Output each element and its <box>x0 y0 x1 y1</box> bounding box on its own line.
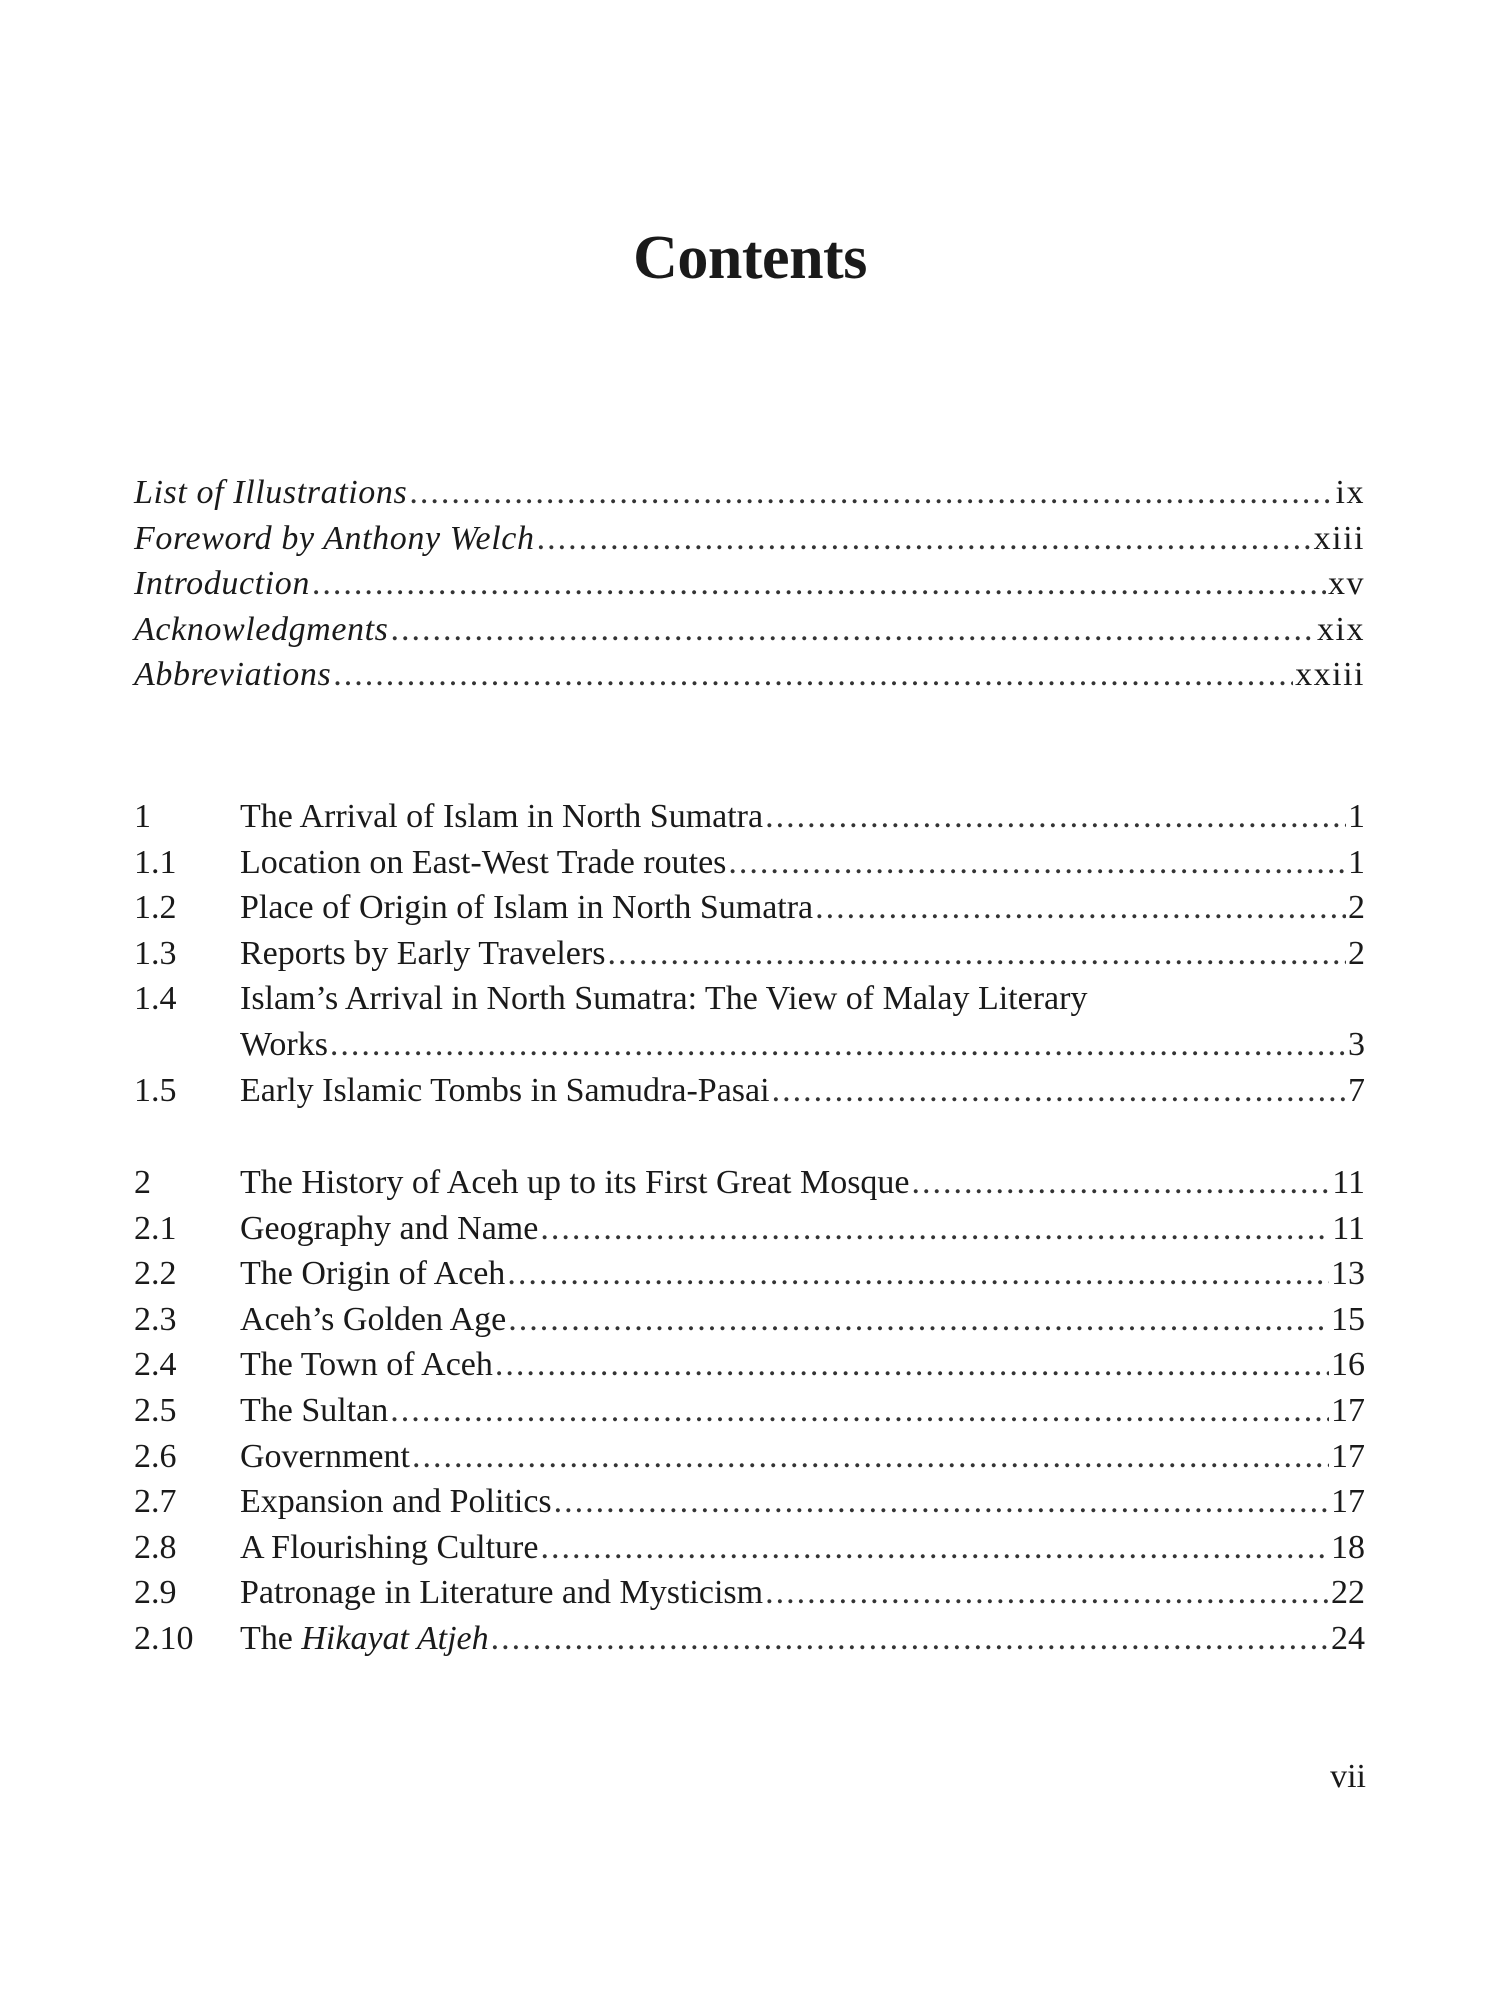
entry-number: 2.10 <box>134 1619 194 1657</box>
toc-entry[interactable] <box>134 1206 1365 1252</box>
entry-title: Abbreviations <box>134 656 332 694</box>
dot-leader <box>554 1479 1329 1525</box>
dot-leader <box>495 1342 1329 1388</box>
toc-entry[interactable] <box>134 1570 1365 1616</box>
entry-page: 15 <box>1331 1300 1365 1338</box>
entry-page: 17 <box>1331 1483 1365 1521</box>
entry-title: The Sultan <box>240 1391 389 1429</box>
entry-title: The Town of Aceh <box>240 1346 493 1384</box>
entry-number: 2.3 <box>134 1300 177 1338</box>
page-number: vii <box>1330 1758 1366 1795</box>
dot-leader <box>537 516 1312 562</box>
entry-number: 1.5 <box>134 1071 177 1109</box>
entry-title: Islam’s Arrival in North Sumatra: The View of Malay Literary <box>240 980 1088 1018</box>
dot-leader <box>540 1525 1329 1571</box>
dot-leader <box>815 885 1346 931</box>
toc-entry[interactable] <box>134 1342 1365 1388</box>
entry-page: 24 <box>1331 1619 1365 1657</box>
entry-title: Early Islamic Tombs in Samudra-Pasai <box>240 1071 770 1109</box>
entry-title: List of Illustrations <box>134 474 408 511</box>
entry-title: Place of Origin of Islam in North Sumatra <box>240 889 814 927</box>
entry-number: 1 <box>134 798 151 835</box>
entry-title: Acknowledgments <box>134 610 389 648</box>
entry-page: 3 <box>1348 1025 1365 1063</box>
entry-number: 1.2 <box>134 889 177 927</box>
toc-entry[interactable] <box>134 885 1365 931</box>
toc-entry[interactable] <box>134 1479 1365 1525</box>
entry-title: The History of Aceh up to its First Great Mosque <box>240 1164 910 1201</box>
dot-leader <box>765 794 1346 840</box>
entry-title: A Flourishing Culture <box>240 1528 539 1566</box>
entry-page: 17 <box>1331 1437 1365 1475</box>
entry-page: 2 <box>1348 934 1365 972</box>
entry-page: 2 <box>1348 889 1365 927</box>
entry-number: 1.1 <box>134 843 177 881</box>
entry-title: Introduction <box>134 565 310 603</box>
toc-entry[interactable] <box>134 976 1365 1022</box>
entry-number: 2.9 <box>134 1574 177 1612</box>
entry-number: 1.3 <box>134 934 177 972</box>
dot-leader <box>312 561 1326 607</box>
entry-title: Aceh’s Golden Age <box>240 1300 507 1338</box>
dot-leader <box>491 1616 1329 1662</box>
toc-entry[interactable] <box>134 1616 1365 1662</box>
dot-leader <box>607 931 1346 977</box>
entry-page: xxiii <box>1295 656 1365 694</box>
entry-page: 16 <box>1331 1346 1365 1384</box>
entry-number: 1.4 <box>134 980 177 1018</box>
chapter-2-list <box>134 1160 1365 1662</box>
entry-page: 1 <box>1348 798 1365 835</box>
entry-title-italic: Hikayat Atjeh <box>301 1619 489 1657</box>
entry-number: 2.7 <box>134 1483 177 1521</box>
entry-page: 11 <box>1332 1209 1365 1247</box>
toc-entry[interactable] <box>134 1388 1365 1434</box>
toc-entry[interactable] <box>134 1251 1365 1297</box>
entry-title: Expansion and Politics <box>240 1483 552 1521</box>
toc-entry[interactable] <box>134 1068 1365 1114</box>
entry-number: 2.4 <box>134 1346 177 1384</box>
entry-title: Reports by Early Travelers <box>240 934 606 972</box>
entry-page: xv <box>1328 565 1365 603</box>
entry-page: 1 <box>1348 843 1365 881</box>
toc-entry[interactable] <box>134 1297 1365 1343</box>
toc-entry-continuation[interactable] <box>134 1022 1365 1068</box>
entry-number: 2.8 <box>134 1528 177 1566</box>
dot-leader <box>333 652 1293 698</box>
entry-title-prefix: The <box>240 1619 302 1657</box>
entry-title: The Arrival of Islam in North Sumatra <box>240 798 764 835</box>
entry-page: 13 <box>1331 1255 1365 1293</box>
dot-leader <box>772 1068 1346 1114</box>
toc-entry[interactable] <box>134 470 1365 516</box>
dot-leader <box>728 840 1346 886</box>
toc-entry-chapter[interactable] <box>134 1160 1365 1206</box>
toc-entry[interactable] <box>134 1434 1365 1480</box>
dot-leader <box>409 470 1333 516</box>
dot-leader <box>508 1297 1329 1343</box>
front-matter-list <box>134 470 1365 698</box>
entry-page: 17 <box>1331 1391 1365 1429</box>
dot-leader <box>390 1388 1329 1434</box>
entry-page: xix <box>1317 610 1365 648</box>
entry-page: xiii <box>1313 519 1365 557</box>
entry-number: 2 <box>134 1164 151 1201</box>
entry-title: The Origin of Aceh <box>240 1255 506 1293</box>
entry-page: ix <box>1335 474 1365 511</box>
dot-leader <box>391 607 1316 653</box>
dot-leader <box>330 1022 1346 1068</box>
toc-entry[interactable] <box>134 931 1365 977</box>
toc-entry[interactable] <box>134 561 1365 607</box>
entry-title: Foreword by Anthony Welch <box>134 519 535 557</box>
entry-number: 2.5 <box>134 1391 177 1429</box>
entry-page: 11 <box>1332 1164 1365 1201</box>
entry-page: 18 <box>1331 1528 1365 1566</box>
toc-entry[interactable] <box>134 607 1365 653</box>
dot-leader <box>765 1570 1329 1616</box>
chapter-1-list <box>134 794 1365 1113</box>
toc-entry[interactable] <box>134 652 1365 698</box>
dot-leader <box>912 1160 1331 1206</box>
dot-leader <box>412 1434 1329 1480</box>
toc-entry-chapter[interactable] <box>134 794 1365 840</box>
toc-entry[interactable] <box>134 516 1365 562</box>
entry-page: 22 <box>1331 1574 1365 1612</box>
dot-leader <box>540 1206 1330 1252</box>
page-title: Contents <box>633 224 867 292</box>
entry-title: Government <box>240 1437 410 1475</box>
toc-entry[interactable] <box>134 840 1365 886</box>
dot-leader <box>507 1251 1329 1297</box>
toc-entry[interactable] <box>134 1525 1365 1571</box>
entry-page: 7 <box>1348 1071 1365 1109</box>
entry-number: 2.1 <box>134 1209 177 1247</box>
entry-title <box>240 1616 489 1662</box>
entry-title: Location on East-West Trade routes <box>240 843 727 881</box>
entry-title-continued: Works <box>240 1025 328 1063</box>
entry-title: Patronage in Literature and Mysticism <box>240 1574 764 1612</box>
entry-title: Geography and Name <box>240 1209 539 1247</box>
entry-number: 2.6 <box>134 1437 177 1475</box>
entry-number: 2.2 <box>134 1255 177 1293</box>
